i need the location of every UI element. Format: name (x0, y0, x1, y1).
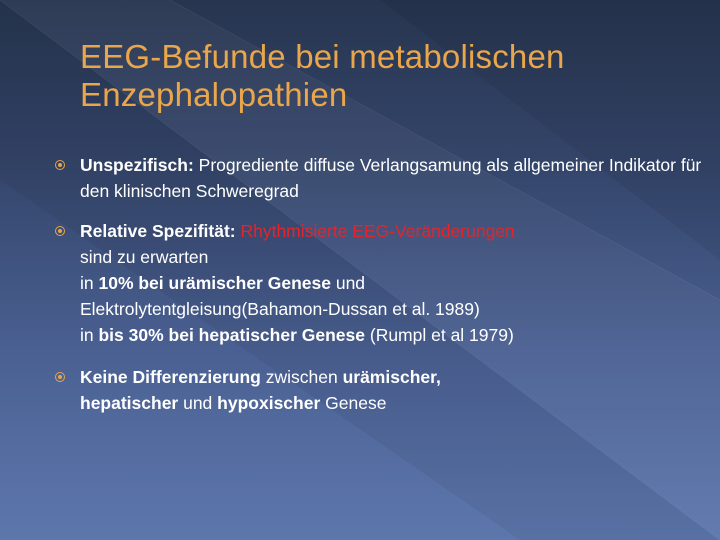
bullet-text: in (80, 273, 99, 293)
bold-text: hepatischer (80, 393, 179, 413)
bullet-text: zwischen (260, 367, 343, 387)
bullet-line (80, 390, 702, 416)
slide-title (80, 38, 700, 114)
bullet-text: in (80, 325, 99, 345)
bold-text: 10% bei urämischer Genese (98, 273, 331, 293)
bullet-text: Progrediente diffuse Verlangsamung als allgemeiner Indikator für den klinischen Schweregrad (80, 155, 702, 201)
bold-text: bis 30% bei hepatischer Genese (98, 325, 365, 345)
slide-title-line-2: Enzephalopathien (80, 76, 348, 113)
bullet-list (52, 152, 702, 430)
bullet-label: Unspezifisch: (80, 155, 194, 175)
bullet-line (80, 322, 702, 348)
circle-bullet-icon (55, 226, 65, 236)
bullet-text: Genese (320, 393, 387, 413)
slide-title-line-1: EEG-Befunde bei metabolischen (80, 38, 565, 75)
bullet-text: und (178, 393, 218, 413)
highlight-text: Rhythmisierte EEG-Veränderungen (235, 221, 515, 241)
bold-text: hypoxischer (217, 393, 321, 413)
bullet-text: (Rumpl et al 1979) (365, 325, 514, 345)
bullet-label: Relative Spezifität: (80, 221, 236, 241)
circle-bullet-icon (55, 372, 65, 382)
bullet-line: sind zu erwarten (80, 247, 209, 267)
bullet-keine-differenzierung (52, 364, 702, 416)
bullet-line: Elektrolytentgleisung(Bahamon-Dussan et al. 1989) (80, 299, 480, 319)
circle-bullet-icon (55, 160, 65, 170)
bullet-line (80, 270, 702, 296)
bold-text: Keine Differenzierung (80, 367, 261, 387)
bold-text: urämischer, (342, 367, 441, 387)
bullet-line (80, 364, 702, 390)
bullet-text: und (330, 273, 366, 293)
bullet-line (80, 218, 702, 244)
bullet-relative-spezifitaet (52, 218, 702, 348)
bullet-unspezifisch (52, 152, 702, 204)
